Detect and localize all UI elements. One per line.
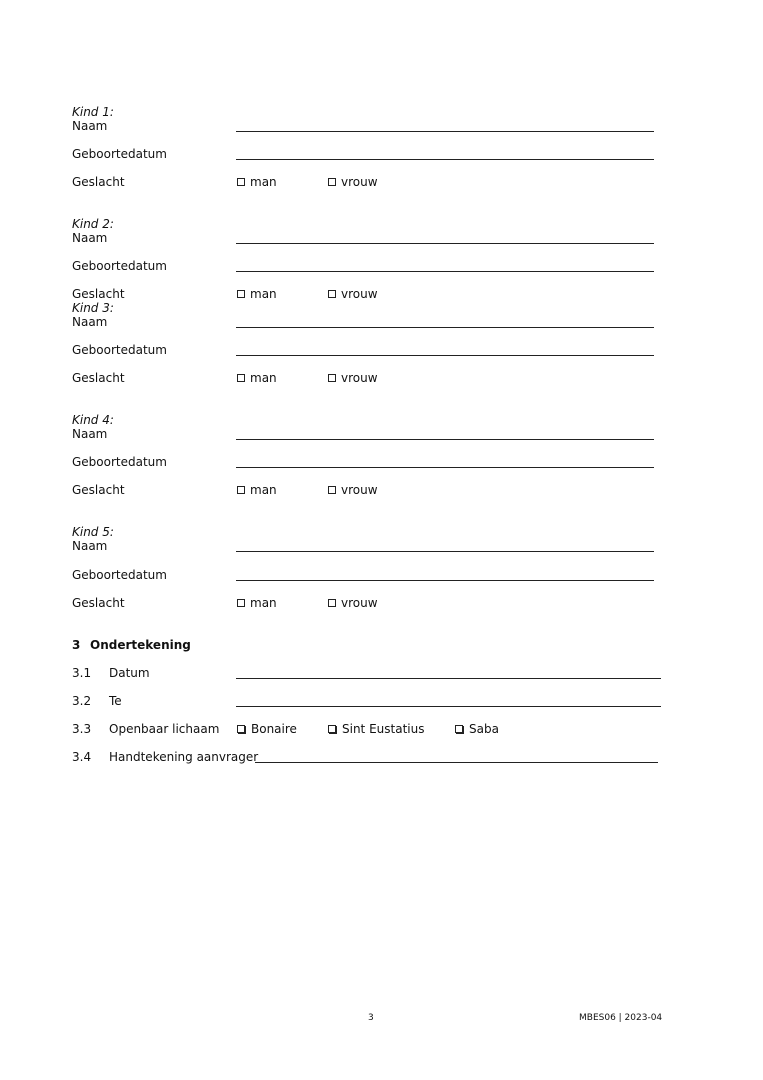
child-2-heading: Kind 2:	[72, 217, 114, 231]
checkbox-icon[interactable]	[237, 599, 245, 607]
checkbox-icon[interactable]	[237, 725, 245, 733]
checkbox-icon[interactable]	[237, 290, 245, 298]
child-1-man-option[interactable]: man	[237, 175, 277, 189]
checkbox-icon[interactable]	[237, 374, 245, 382]
item-3-2-number: 3.2	[72, 694, 92, 708]
child-5-man-option[interactable]: man	[237, 596, 277, 610]
child-4-name-field[interactable]	[236, 439, 654, 440]
child-2-dob-field[interactable]	[236, 271, 654, 272]
child-3-man-option[interactable]: man	[237, 371, 277, 385]
bonaire-option[interactable]: Bonaire	[237, 722, 297, 736]
child-5-heading: Kind 5:	[72, 525, 114, 539]
item-3-1-number: 3.1	[72, 666, 92, 680]
child-1-name-field[interactable]	[236, 131, 654, 132]
child-5-vrouw-option[interactable]: vrouw	[328, 596, 378, 610]
item-3-3-number: 3.3	[72, 722, 92, 736]
checkbox-icon[interactable]	[328, 599, 336, 607]
child-2-dob-label: Geboortedatum	[72, 259, 167, 273]
checkbox-icon[interactable]	[328, 374, 336, 382]
item-3-3-label: Openbaar lichaam	[109, 722, 220, 736]
section-3-title: Ondertekening	[90, 638, 191, 652]
child-4-gender-label: Geslacht	[72, 483, 125, 497]
child-4-vrouw-option[interactable]: vrouw	[328, 483, 378, 497]
child-4-name-label: Naam	[72, 427, 108, 441]
item-3-1-label: Datum	[109, 666, 150, 680]
child-3-gender-label: Geslacht	[72, 371, 125, 385]
date-field[interactable]	[236, 678, 661, 679]
checkbox-icon[interactable]	[237, 486, 245, 494]
checkbox-icon[interactable]	[328, 725, 336, 733]
child-2-name-field[interactable]	[236, 243, 654, 244]
child-4-dob-field[interactable]	[236, 467, 654, 468]
child-3-vrouw-option[interactable]: vrouw	[328, 371, 378, 385]
signature-field[interactable]	[255, 762, 658, 763]
child-1-vrouw-option[interactable]: vrouw	[328, 175, 378, 189]
child-3-dob-field[interactable]	[236, 355, 654, 356]
child-5-gender-label: Geslacht	[72, 596, 125, 610]
child-2-vrouw-option[interactable]: vrouw	[328, 287, 378, 301]
page-number: 3	[368, 1013, 374, 1023]
sint-eustatius-option[interactable]: Sint Eustatius	[328, 722, 424, 736]
checkbox-icon[interactable]	[328, 178, 336, 186]
child-4-man-option[interactable]: man	[237, 483, 277, 497]
checkbox-icon[interactable]	[455, 725, 463, 733]
child-3-name-field[interactable]	[236, 327, 654, 328]
item-3-4-label: Handtekening aanvrager	[109, 750, 259, 764]
child-3-dob-label: Geboortedatum	[72, 343, 167, 357]
child-1-gender-label: Geslacht	[72, 175, 125, 189]
child-2-gender-label: Geslacht	[72, 287, 125, 301]
child-3-heading: Kind 3:	[72, 301, 114, 315]
child-1-heading: Kind 1:	[72, 105, 114, 119]
item-3-4-number: 3.4	[72, 750, 92, 764]
child-4-heading: Kind 4:	[72, 413, 114, 427]
child-5-name-field[interactable]	[236, 551, 654, 552]
child-1-dob-field[interactable]	[236, 159, 654, 160]
child-3-name-label: Naam	[72, 315, 108, 329]
checkbox-icon[interactable]	[237, 178, 245, 186]
child-5-dob-field[interactable]	[236, 580, 654, 581]
child-5-dob-label: Geboortedatum	[72, 568, 167, 582]
saba-option[interactable]: Saba	[455, 722, 499, 736]
child-2-name-label: Naam	[72, 231, 108, 245]
child-1-name-label: Naam	[72, 119, 108, 133]
item-3-2-label: Te	[109, 694, 122, 708]
checkbox-icon[interactable]	[328, 290, 336, 298]
child-5-name-label: Naam	[72, 539, 108, 553]
place-field[interactable]	[236, 706, 661, 707]
child-1-dob-label: Geboortedatum	[72, 147, 167, 161]
document-code: MBES06 | 2023-04	[579, 1013, 663, 1023]
section-3-number: 3	[72, 638, 81, 652]
child-2-man-option[interactable]: man	[237, 287, 277, 301]
checkbox-icon[interactable]	[328, 486, 336, 494]
child-4-dob-label: Geboortedatum	[72, 455, 167, 469]
